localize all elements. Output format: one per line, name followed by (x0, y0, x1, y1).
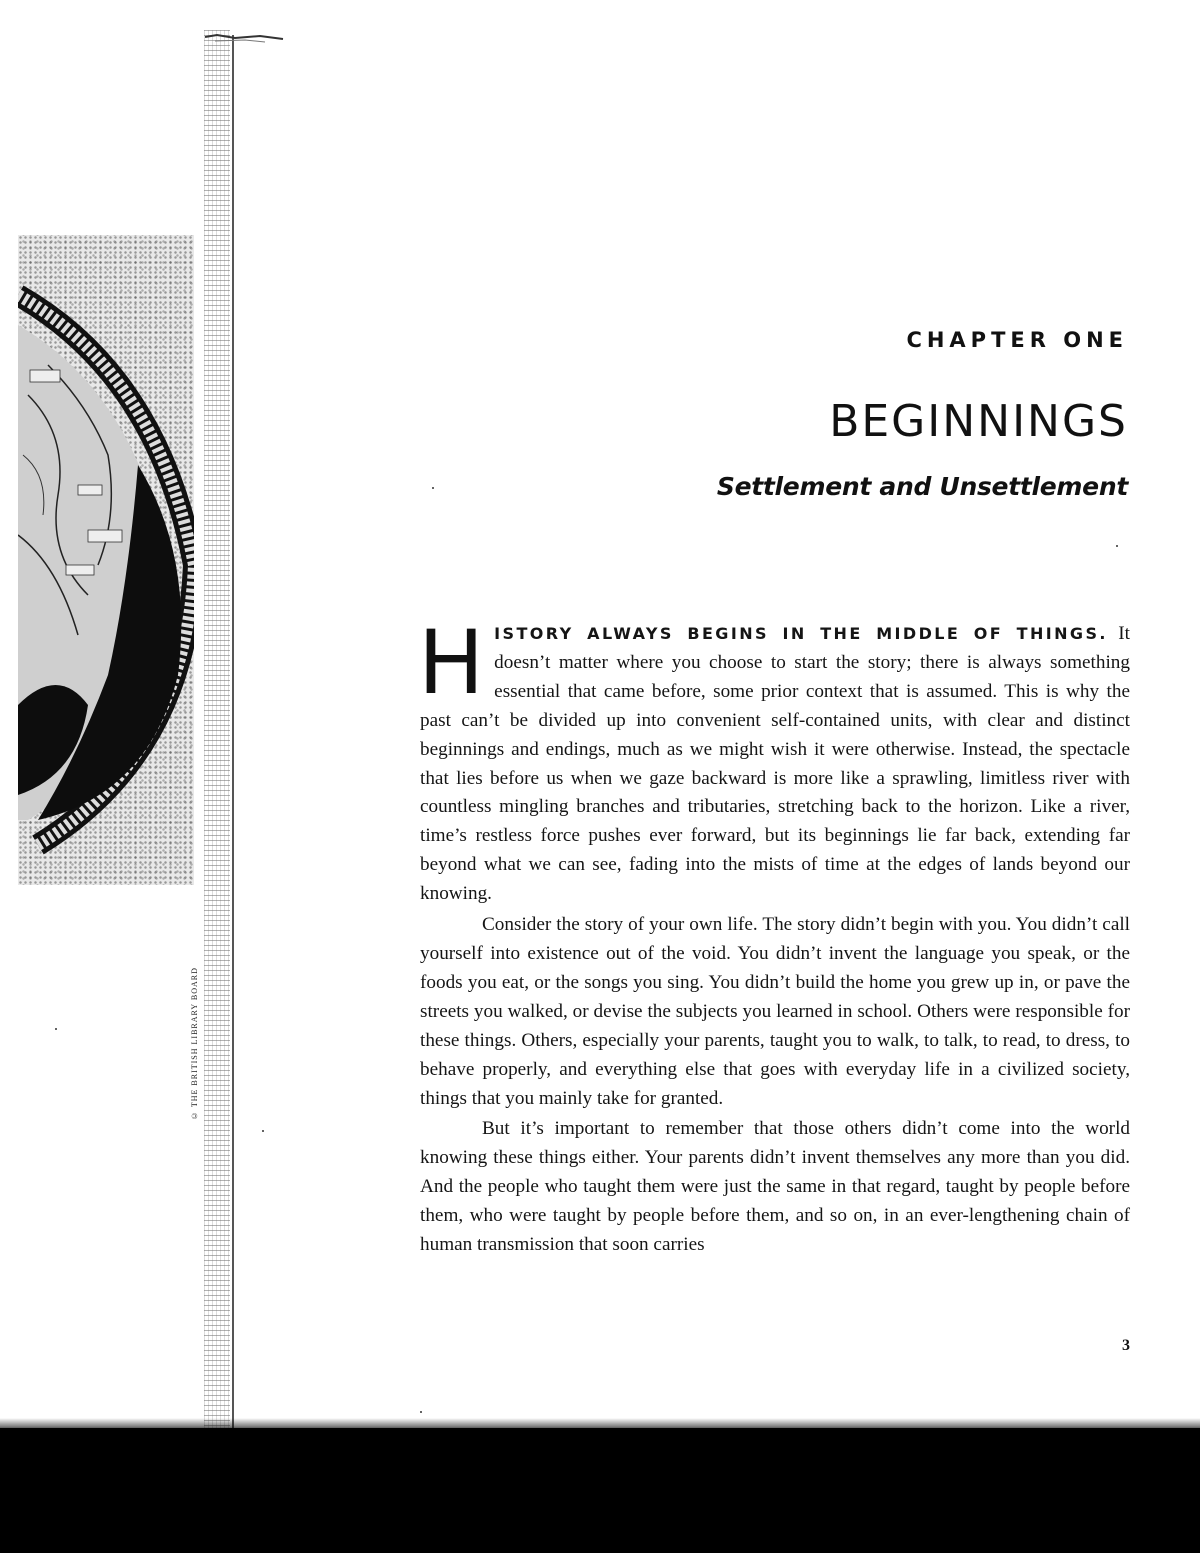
page-number: 3 (1122, 1337, 1130, 1354)
map-illustration (18, 235, 194, 885)
chapter-title: BEGINNINGS (829, 396, 1128, 447)
opening-phrase: ISTORY ALWAYS BEGINS IN THE MIDDLE OF THINGS. (494, 624, 1108, 643)
paragraph (418, 611, 1130, 909)
gutter-shadow (204, 30, 230, 1430)
speck (420, 1411, 422, 1413)
paragraph-text: It doesn’t matter where you choose to start the story; there is always something essential that came before, some prior context that is assumed. This is why the past can’t be divided up into convenient self-contained units, with clear and distinct beginnings and endings, much as we might wish it were otherwise. Instead, the spectacle that lies before us when we gaze backward is more like a sprawling, limitless river with countless mingling branches and tributaries, stretching back to the horizon. Like a river, time’s restless force pushes ever forward, but its beginnings lie far back, extending far beyond what we can see, fading into the mists of time at the edges of lands beyond our knowing. (420, 623, 1130, 905)
speck (1116, 545, 1118, 547)
scan-artifact (205, 33, 285, 47)
speck (55, 1028, 57, 1030)
drop-cap: H (418, 611, 485, 714)
gutter-line (232, 35, 234, 1430)
chapter-subtitle: Settlement and Unsettlement (716, 472, 1128, 501)
paragraph: But it’s important to remember that those others didn’t come into the world knowing these things either. Your parents didn’t invent themselves any more than you did. And the people who taught them were just the same in that regard, taught by people before them, who were taught by people before them, and so on, in an ever-lengthening chain of human transmission that soon carries (420, 1118, 1130, 1256)
paragraph: Consider the story of your own life. The story didn’t begin with you. You didn’t call yourself into existence out of the void. You didn’t invent the language you speak, or the foods you eat, or the songs you sing. You didn’t build the home you grew up in, or pave the streets you walked, or devise the subjects you learned in school. Others were responsible for these things. Others, especially your parents, taught you to walk, to talk, to read, to dress, to behave properly, and everything else that goes with everyday life in a civilized society, things that you mainly take for granted. (420, 914, 1130, 1109)
speck (432, 487, 434, 489)
body-text (418, 611, 1130, 1260)
speck (262, 1130, 264, 1132)
scan-border (0, 1428, 1200, 1553)
chapter-label: CHAPTER ONE (906, 328, 1128, 352)
image-credit: © THE BRITISH LIBRARY BOARD (190, 967, 199, 1120)
